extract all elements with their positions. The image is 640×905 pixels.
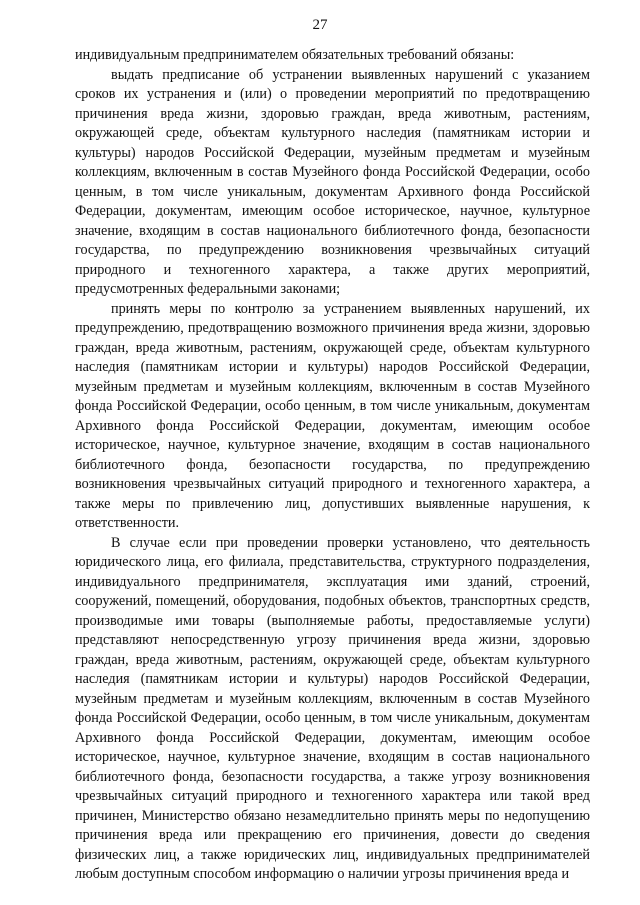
paragraph-continuation: индивидуальным предпринимателем обязательных требований обязаны: (75, 47, 515, 63)
paragraph-issue-order: выдать предписание об устранении выявленных нарушений с указанием сроков их устранения и (или) о проведении мероприятий по предотвращению причинения вреда жизни, здоровью граждан, вреда животным, растениям, окружающей среде, объектам культурного наследия (памятникам истории и культуры) народов Российской Федерации, музейным предметам и музейным коллекциям, включенным в состав Музейного фонда Российской Федерации, особо ценным, в том числе уникальным, документам Архивного фонда Российской Федерации, документам, имеющим особое историческое, научное, культурное значение, входящим в состав национального библиотечного фонда, безопасности государства, по предупреждению возникновения чрезвычайных ситуаций природного и техногенного характера, а также других мероприятий, предусмотренных федеральными законами; (75, 66, 590, 297)
paragraph-take-measures: принять меры по контролю за устранением выявленных нарушений, их предупреждению, предотвращению возможного причинения вреда жизни, здоровью граждан, вреда животным, растениям, окружающей среде, объектам культурного наследия (памятникам истории и культуры) народов Российской Федерации, музейным предметам и музейным коллекциям, включенным в состав Музейного фонда Российской Федерации, особо ценным, в том числе уникальным, документам Архивного фонда Российской Федерации, документам, имеющим особое историческое, научное, культурное значение, входящим в состав национального библиотечного фонда, безопасности государства, по предупреждению возникновения чрезвычайных ситуаций природного и техногенного характера, а также меры по привлечению лиц, допустивших выявленные нарушения, к ответственности. (75, 300, 590, 531)
page-number: 27 (312, 17, 328, 33)
document-body (75, 46, 590, 885)
paragraph-immediate-threat: В случае если при проведении проверки установлено, что деятельность юридического лица, его филиала, представительства, структурного подразделения, индивидуального предпринимателя, эксплуатация ими зданий, строений, сооружений, помещений, оборудования, подобных объектов, транспортных средств, производимые ими товары (выполняемые работы, предоставляемые услуги) представляют непосредственную угрозу причинения вреда жизни, здоровью граждан, вреда животным, растениям, окружающей среде, объектам культурного наследия (памятникам истории и культуры) народов Российской Федерации, музейным предметам и музейным коллекциям, включенным в состав Музейного фонда Российской Федерации, особо ценным, в том числе уникальным, документам Архивного фонда Российской Федерации, документам, имеющим особое историческое, научное, культурное значение, входящим в состав национального библиотечного фонда, безопасности государства, а также угрозу возникновения чрезвычайных ситуаций природного и техногенного характера или такой вред причинен, Министерство обязано незамедлительно принять меры по недопущению причинения вреда или прекращению его причинения, довести до сведения физических лиц, а также юридических лиц, индивидуальных предпринимателей любым доступным способом информацию о наличии угрозы причинения вреда и (75, 534, 590, 882)
